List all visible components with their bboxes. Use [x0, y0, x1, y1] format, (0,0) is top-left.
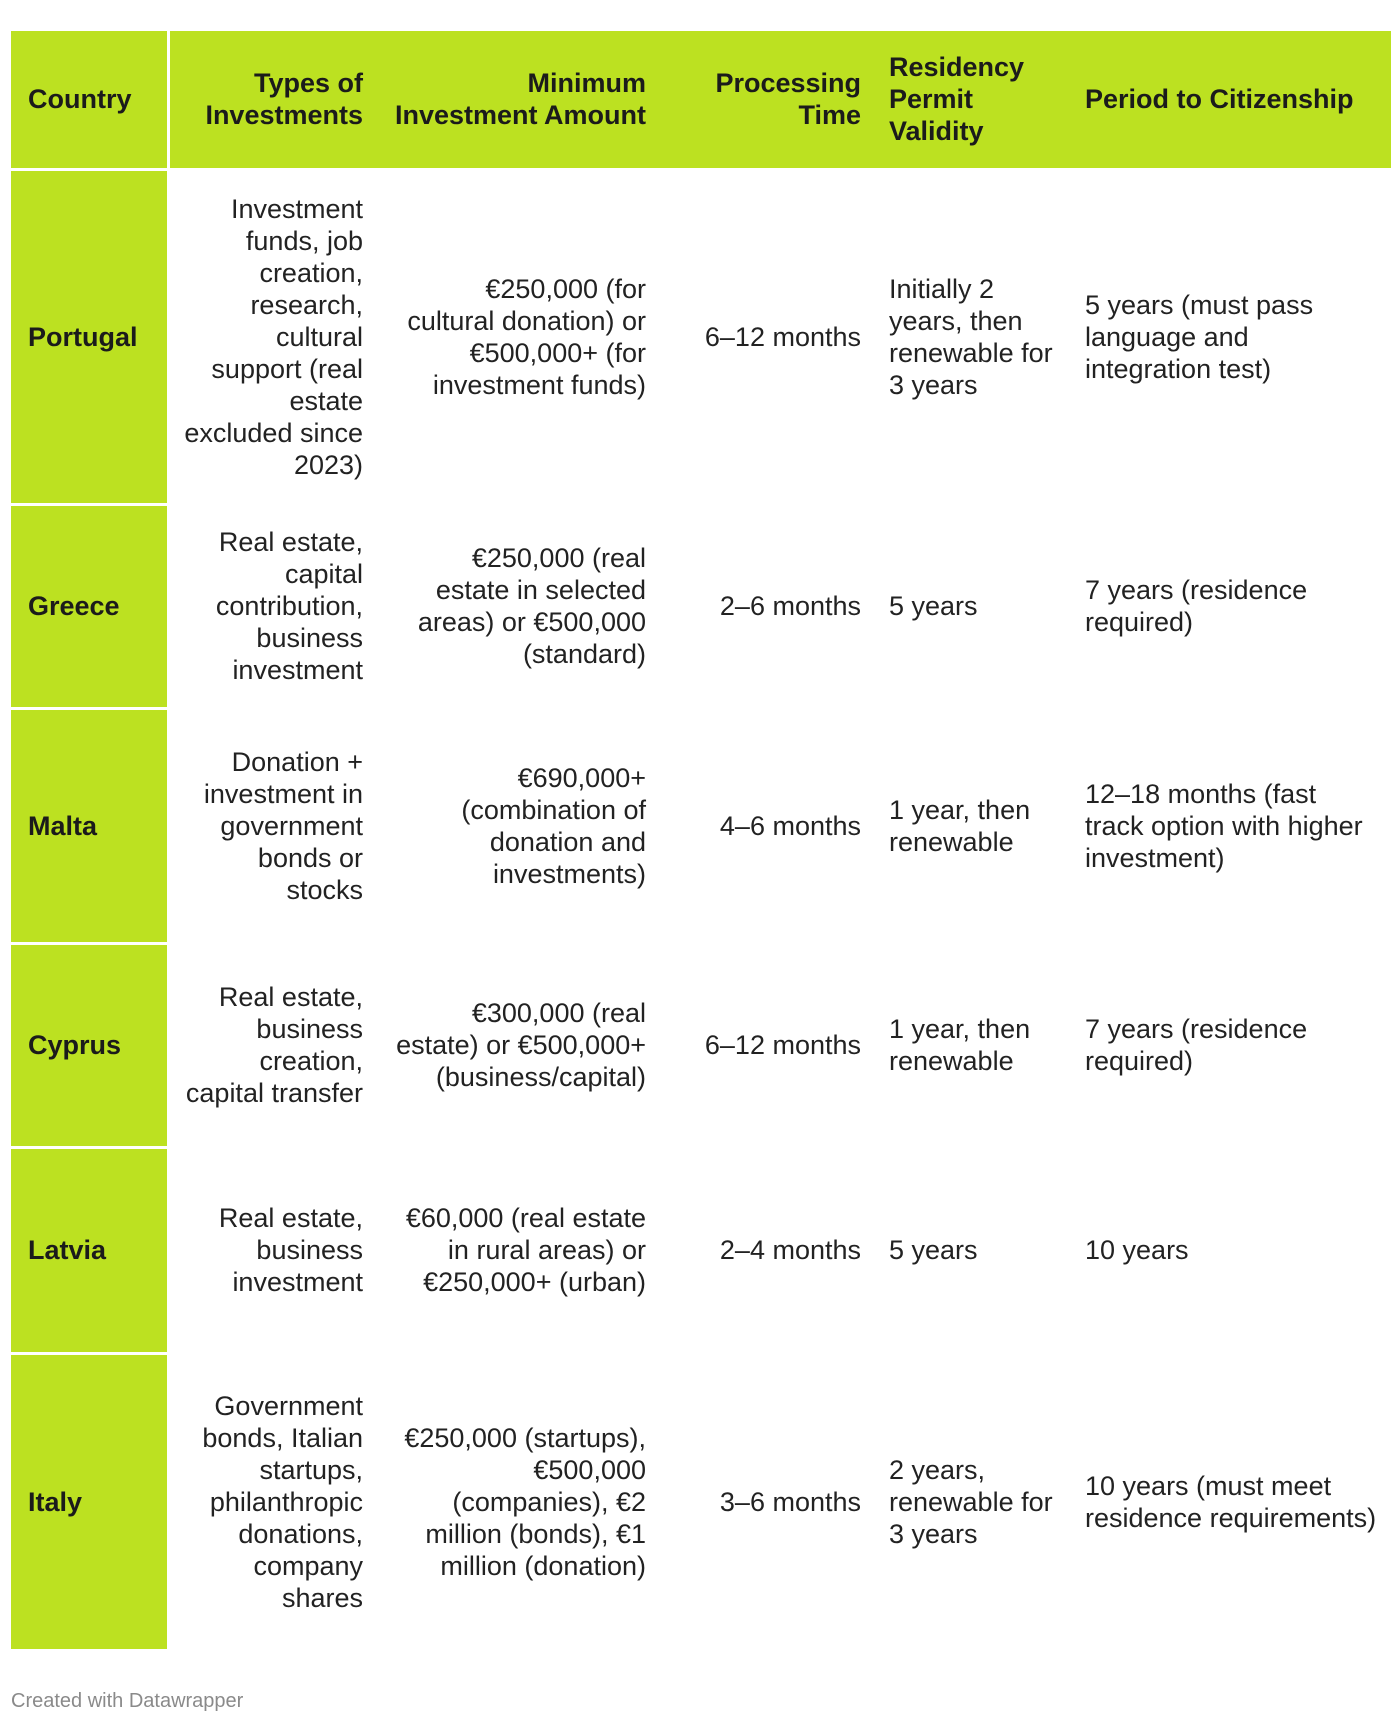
processing-cell: 2–4 months	[719, 1235, 861, 1265]
country-cell: Cyprus	[11, 943, 168, 1147]
types-cell: Real estate, business creation, capital transfer	[185, 982, 363, 1108]
types-cell: Investment funds, job creation, research, cultural support (real estate excluded since 2023)	[184, 194, 363, 481]
validity-cell: 1 year, then renewable	[889, 1014, 1031, 1076]
table-row	[11, 504, 1391, 708]
country-cell: Latvia	[11, 1147, 168, 1353]
minimum-cell: €60,000 (real estate in rural areas) or €250,000+ (urban)	[405, 1203, 646, 1297]
minimum-cell: €690,000+ (combination of donation and investments)	[461, 762, 646, 889]
country-cell: Greece	[11, 504, 168, 708]
table-row	[11, 169, 1391, 504]
processing-cell: 2–6 months	[719, 591, 861, 621]
table-row	[11, 1147, 1391, 1353]
processing-cell: 3–6 months	[719, 1486, 861, 1517]
table-row	[11, 943, 1391, 1147]
period-cell: 5 years (must pass language and integration test)	[1085, 290, 1314, 385]
minimum-cell: €300,000 (real estate) or €500,000+ (business/capital)	[396, 998, 646, 1092]
period-cell: 10 years (must meet residence requirements)	[1085, 1470, 1377, 1533]
table-container	[11, 31, 1377, 1661]
investment-comparison-table	[11, 31, 1391, 1652]
country-cell: Portugal	[11, 169, 168, 504]
minimum-cell: €250,000 (for cultural donation) or €500,000+ (for investment funds)	[407, 274, 646, 401]
footer-credit: Created with Datawrapper	[11, 1690, 244, 1712]
table-row	[11, 708, 1391, 943]
validity-cell: 5 years	[889, 591, 978, 621]
period-cell: 12–18 months (fast track option with higher investment)	[1085, 778, 1363, 873]
header-processing-time[interactable]: Processing Time	[660, 31, 875, 169]
types-cell: Donation + investment in government bonds or stocks	[203, 746, 363, 905]
types-cell: Real estate, capital contribution, business investment	[215, 527, 363, 685]
types-cell: Real estate, business investment	[218, 1203, 363, 1297]
processing-cell: 6–12 months	[704, 1030, 861, 1060]
minimum-cell: €250,000 (real estate in selected areas) or €500,000 (standard)	[417, 543, 646, 669]
country-cell: Italy	[11, 1353, 168, 1650]
validity-cell: 5 years	[889, 1235, 978, 1265]
period-cell: 7 years (residence required)	[1085, 1014, 1308, 1076]
minimum-cell: €250,000 (startups), €500,000 (companies), €2 million (bonds), €1 million (donation)	[404, 1422, 646, 1581]
table-row	[11, 1353, 1391, 1650]
header-minimum-investment-amount[interactable]: Minimum Investment Amount	[377, 31, 660, 169]
validity-cell: 2 years, renewable for 3 years	[889, 1454, 1053, 1549]
country-cell: Malta	[11, 708, 168, 943]
validity-cell: 1 year, then renewable	[889, 794, 1031, 857]
header-row	[11, 31, 1391, 169]
validity-cell: Initially 2 years, then renewable for 3 years	[889, 274, 1053, 401]
header-residency-permit-validity[interactable]: Residency Permit Validity	[875, 31, 1071, 169]
processing-cell: 6–12 months	[704, 322, 861, 353]
header-period-to-citizenship[interactable]: Period to Citizenship	[1071, 31, 1391, 169]
period-cell: 7 years (residence required)	[1085, 575, 1308, 637]
header-types-of-investments[interactable]: Types of Investments	[168, 31, 377, 169]
period-cell: 10 years	[1085, 1235, 1189, 1265]
types-cell: Government bonds, Italian startups, philanthropic donations, company shares	[202, 1390, 363, 1613]
header-country[interactable]: Country	[11, 31, 168, 169]
processing-cell: 4–6 months	[719, 810, 861, 841]
